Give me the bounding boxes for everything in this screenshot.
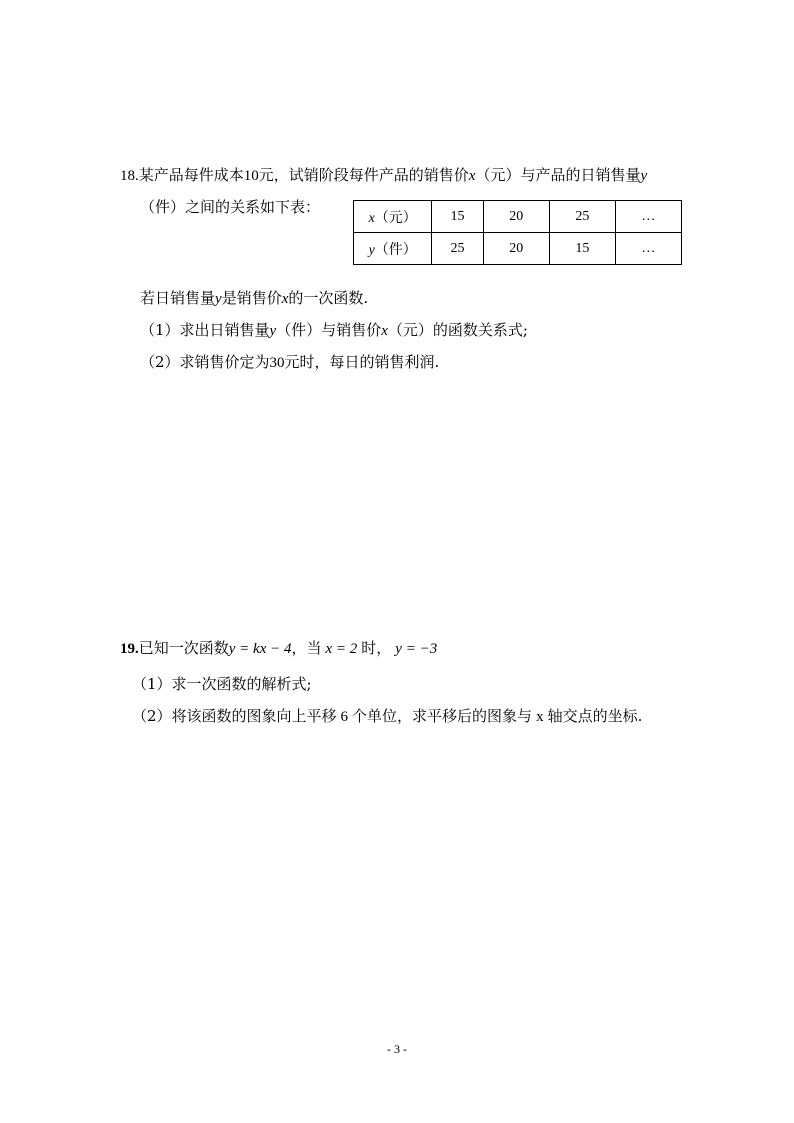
q19-part1: （1）求一次函数的解析式; [132,675,312,693]
q19-part2: （2）将该函数的图象向上平移 6 个单位，求平移后的图象与 x 轴交点的坐标. [132,707,643,725]
table-header-y: y（件） [354,233,432,265]
q19-number: 19. [120,641,139,657]
q18-part2: （2）求销售价定为30元时，每日的销售利润. [140,353,440,371]
table-cell: … [615,201,681,233]
q18-price-sales-table [353,200,682,265]
q18-part1: （1）求出日销售量y（件）与销售价x（元）的函数关系式; [140,321,528,339]
q19-stem: 19.已知一次函数y = kx − 4，当 x = 2 时， y = −3 [120,639,438,657]
table-header-x: x（元） [354,201,432,233]
q18-text-a: 某产品每件成本 [138,166,244,184]
q19-equation: y = kx − 4 [228,641,292,657]
q18-cost-value: 10 [243,168,259,184]
page-number: - 3 - [387,1042,407,1056]
q18-text-b: 元，试销阶段每件产品的销售价 [258,166,469,184]
q18-condition: 若日销售量y是销售价x的一次函数. [140,289,369,307]
table-cell: … [615,233,681,265]
table-cell: 25 [432,233,483,265]
q18-var-y: y [640,168,648,184]
table-cell: 15 [432,201,483,233]
table-row [354,201,682,233]
table-cell: 15 [549,233,615,265]
q18-var-x: x [468,168,476,184]
table-cell: 25 [549,201,615,233]
table-cell: 20 [483,201,549,233]
table-row [354,233,682,265]
q18-stem-line2: （件）之间的关系如下表： [140,198,321,216]
q18-stem-line1 [120,165,647,186]
q18-number: 18. [120,168,139,184]
q18-text-c: （元）与产品的日销售量 [475,166,641,184]
table-cell: 20 [483,233,549,265]
